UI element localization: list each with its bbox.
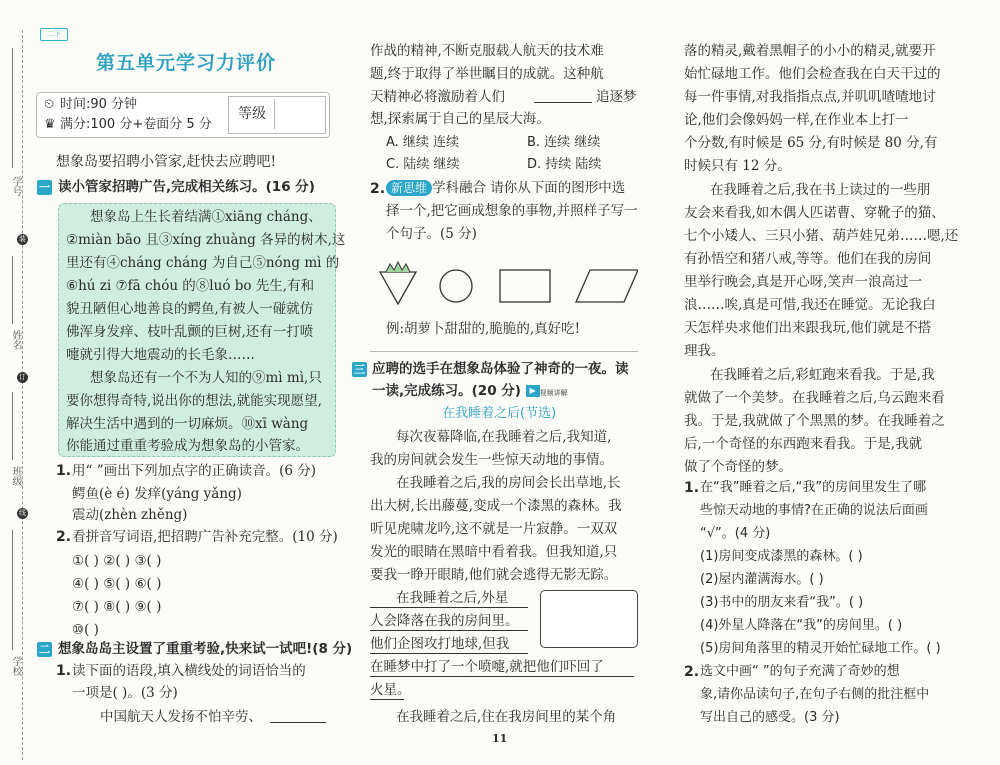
answer-blanks-row[interactable]: ⑩( )	[72, 622, 99, 638]
story-line: 就做了一个美梦。在我睡着之后,乌云跑来看	[684, 390, 945, 406]
question-number: 1.	[56, 463, 72, 479]
question-text: “√”。(4 分)	[700, 526, 771, 541]
highlight-underline	[370, 676, 634, 677]
story-line: 我的房间就会发生一些惊天动地的事情。	[370, 452, 613, 468]
story-line: 做了个奇怪的梦。	[684, 459, 792, 475]
story-line: 在我睡着之后,住在我房间里的某个角	[396, 709, 617, 725]
question-text: 在“我”睡着之后,“我”的房间里发生了哪	[700, 480, 927, 495]
answer-blanks-row[interactable]: ⑦( ) ⑧( ) ⑨( )	[72, 599, 162, 615]
student-id-label: 学号	[10, 176, 21, 196]
section-three-title	[372, 382, 568, 402]
story-line: 里举行晚会,真是开心呀,笑声一浪高过一	[684, 274, 923, 290]
ad-line: 要你想得奇特,说出你的想法,就能实现愿望,	[66, 393, 322, 409]
question-text: 择一个,把它画成想象的事物,并照样子写一	[386, 203, 638, 219]
name-blank[interactable]	[12, 256, 13, 324]
story-line: 人会降落在我的房间里。	[370, 613, 519, 629]
ad-line: 想象岛上生长着结满①xiāng cháng、	[90, 209, 322, 225]
video-explanation-label[interactable]: 视频讲解	[539, 389, 568, 397]
story-line: 七个小矮人、三只小猪、葫芦娃兄弟……嗯,还	[684, 228, 959, 244]
new-thinking-tag: 新思维	[386, 180, 432, 196]
parallelogram-shape[interactable]	[576, 270, 638, 302]
question-line	[386, 179, 625, 197]
section-three-title: 应聘的选手在想象岛体验了神奇的一夜。读	[372, 361, 629, 377]
grade-tag: 二下	[40, 28, 68, 41]
question-number: 1.	[684, 480, 700, 496]
question-text: 选文中画“ ”的句子充满了奇妙的想	[700, 664, 900, 679]
answer-line[interactable]	[370, 351, 638, 352]
ad-line: 里还有④cháng cháng 为自己⑤nóng mì 的	[66, 255, 340, 271]
section-one-icon: 一	[39, 181, 50, 194]
seal-char-1: 装	[19, 235, 26, 243]
story-line: 天怎样央求他们出来跟我玩,他们就是不搭	[684, 320, 932, 336]
story-line: 每一件事情,对我指指点点,并叽叽喳喳地讨	[684, 89, 936, 105]
section-two-icon: 二	[39, 643, 50, 656]
trophy-icon: ♛	[44, 117, 56, 132]
circle-shape[interactable]	[440, 270, 472, 302]
ad-line: 解决生活中遇到的一切麻烦。⑩xī wàng	[66, 416, 309, 432]
question-number: 2.	[56, 529, 72, 545]
highlight-underline	[370, 607, 528, 608]
time-limit: 时间:90 分钟	[60, 97, 138, 112]
story-line: 在睡梦中打了一个喷嚏,就把他们吓回了	[370, 659, 604, 675]
clock-icon: ⏲	[44, 97, 55, 112]
question-text: 写出自己的感受。(3 分)	[700, 710, 840, 725]
passage-text: 想,探索属于自己的星辰大海。	[370, 111, 550, 127]
section-three-title-text: 一读,完成练习。(20 分)	[372, 383, 521, 399]
ad-line: 想象岛还有一个不为人知的⑨mì mì,只	[90, 370, 322, 386]
story-line: 火星。	[370, 682, 411, 698]
question-number: 2.	[684, 664, 700, 680]
question-text: 看拼音写词语,把招聘广告补充完整。(10 分)	[72, 529, 338, 545]
question-text: 个句子。(5 分)	[386, 226, 477, 242]
fill-blank[interactable]	[270, 722, 326, 723]
highlight-underline	[370, 630, 528, 631]
true-false-item[interactable]: (5)房间角落里的精灵开始忙碌地工作。( )	[700, 641, 941, 656]
binding-line	[22, 30, 23, 760]
page-number: 11	[492, 732, 508, 745]
answer-blanks-row[interactable]: ①( ) ②( ) ③( )	[72, 553, 162, 569]
section-one-title: 读小管家招聘广告,完成相关练习。(16 分)	[58, 179, 315, 195]
story-line: 浪……唉,真是可惜,我还在睡觉。无论我白	[684, 297, 936, 313]
grade-label: 等级	[238, 106, 266, 122]
story-line: 论,他们会像妈妈一样,在作业本上打一	[684, 112, 909, 128]
section-three-icon: 三	[354, 363, 365, 376]
grade-field[interactable]	[274, 99, 321, 129]
passage-text: 中国航天人发扬不怕辛劳、	[100, 709, 262, 725]
story-line: 他们企图攻打地球,但我	[370, 636, 510, 652]
story-line: 在我睡着之后,彩虹跑来看我。于是,我	[710, 367, 935, 383]
ad-line: ②miàn bāo 且③xíng zhuàng 各异的树木,这	[66, 232, 346, 248]
story-line: 个分数,有时候是 65 分,有时候是 80 分,有	[684, 135, 938, 151]
ad-line: 嚏就引得大地震动的长毛象……	[66, 347, 255, 363]
story-line: 在我睡着之后,我在书上读过的一些朋	[710, 182, 931, 198]
story-line: 要我一睁开眼睛,他们就会逃得无影无踪。	[370, 567, 618, 583]
example-sentence: 例:胡萝卜甜甜的,脆脆的,真好吃!	[386, 321, 581, 337]
option-c[interactable]: C. 陆续 继续	[386, 157, 460, 172]
ad-line: ⑥hú zi ⑦fā chóu 的⑧luó bo 先生,有和	[66, 278, 315, 294]
passage-text: 天精神必将激励着人们	[370, 89, 505, 105]
story-line: 落的精灵,戴着黑帽子的小小的精灵,就要开	[684, 43, 936, 59]
section-two-title: 想象岛岛主设置了重重考验,快来试一试吧!(8 分)	[58, 641, 353, 657]
true-false-item[interactable]: (2)屋内灌满海水。( )	[700, 572, 824, 587]
story-line: 在我睡着之后,我的房间会长出草地,长	[396, 475, 621, 491]
school-blank[interactable]	[12, 530, 13, 650]
story-line: 理我。	[684, 343, 725, 359]
passage-text: 作战的精神,不断克服载人航天的技术难	[370, 43, 604, 59]
student-id-blank[interactable]	[12, 48, 13, 168]
pronunciation-row[interactable]: 鳄鱼(è é) 发痒(yáng yǎng)	[72, 486, 242, 502]
story-line: 发光的眼睛在黑暗中看着我。但我知道,只	[370, 544, 618, 560]
option-d[interactable]: D. 持续 陆续	[527, 157, 602, 172]
passage-text: 题,终于取得了举世瞩目的成就。这种航	[370, 66, 604, 82]
annotation-box[interactable]	[540, 590, 638, 648]
question-number: 1.	[56, 663, 72, 679]
true-false-item[interactable]: (1)房间变成漆黑的森林。( )	[700, 549, 863, 564]
highlight-underline	[370, 699, 404, 700]
class-label: 班级	[10, 466, 21, 486]
question-number: 2.	[370, 181, 386, 197]
ad-line: 你能通过重重考验成为想象岛的小管家。	[66, 438, 309, 454]
shape-choices	[376, 258, 638, 308]
intro-text: 想象岛要招聘小管家,赶快去应聘吧!	[56, 154, 277, 170]
question-text: 些惊天动地的事情?在正确的说法后面画	[700, 503, 928, 518]
question-text: 用“ ”画出下列加点字的正确读音。(6 分)	[72, 463, 317, 479]
question-text: 象,请你品读句子,在句子右侧的批注框中	[700, 687, 930, 702]
story-line: 听见虎啸龙吟,这不就是一片寂静。一双双	[370, 521, 618, 537]
story-title: 在我睡着之后(节选)	[442, 406, 557, 421]
full-score: 满分:100 分+卷面分 5 分	[60, 117, 212, 132]
name-label: 姓名	[10, 330, 21, 350]
school-label: 学校	[10, 656, 21, 676]
seal-char-2: 订	[19, 373, 26, 381]
ad-line: 貌丑陋但心地善良的鳄鱼,有被人一碰就仿	[66, 301, 314, 317]
true-false-item[interactable]: (4)外星人降落在“我”的房间里。( )	[700, 618, 903, 633]
rectangle-shape[interactable]	[500, 270, 550, 302]
class-blank[interactable]	[12, 392, 13, 460]
page-title: 第五单元学习力评价	[96, 52, 277, 74]
passage-text: 追逐梦	[596, 89, 637, 105]
story-line: 每次夜幕降临,在我睡着之后,我知道,	[396, 429, 612, 445]
carrot-triangle-shape[interactable]	[380, 262, 416, 304]
question-text: 一项是( )。(3 分)	[72, 685, 178, 701]
story-line: 后,一个奇怪的东西跑来看我。于是,我就	[684, 436, 923, 452]
question-text: 读下面的语段,填入横线处的词语恰当的	[72, 663, 306, 679]
answer-blanks-row[interactable]: ④( ) ⑤( ) ⑥( )	[72, 576, 162, 592]
story-line: 在我睡着之后,外星	[396, 590, 509, 606]
pronunciation-row[interactable]: 震动(zhèn zhěng)	[72, 507, 188, 523]
story-line: 出大树,长出藤蔓,变成一个漆黑的森林。我	[370, 498, 622, 514]
option-b[interactable]: B. 连续 继续	[527, 135, 601, 150]
story-line: 始忙碌地工作。他们会检查我在白天干过的	[684, 66, 941, 82]
story-line: 时候只有 12 分。	[684, 158, 791, 174]
highlight-underline	[370, 653, 528, 654]
option-a[interactable]: A. 继续 连续	[386, 135, 460, 150]
story-line: 友会来看我,如木偶人匹诺曹、穿靴子的猫、	[684, 205, 945, 221]
story-line: 有孙悟空和猪八戒,等等。他们在我的房间	[684, 251, 932, 267]
question-text: 学科融合 请你从下面的图形中选	[432, 180, 626, 196]
play-video-icon[interactable]: ▶	[526, 385, 540, 397]
true-false-item[interactable]: (3)书中的朋友来看“我”。( )	[700, 595, 864, 610]
story-line: 我。于是,我就做了个黑黑的梦。在我睡着之	[684, 413, 945, 429]
seal-char-3: 线	[19, 509, 26, 517]
fill-blank[interactable]	[534, 102, 592, 103]
ad-line: 佛浑身发痒、枝叶乱颤的巨树,还有一打喷	[66, 324, 314, 340]
